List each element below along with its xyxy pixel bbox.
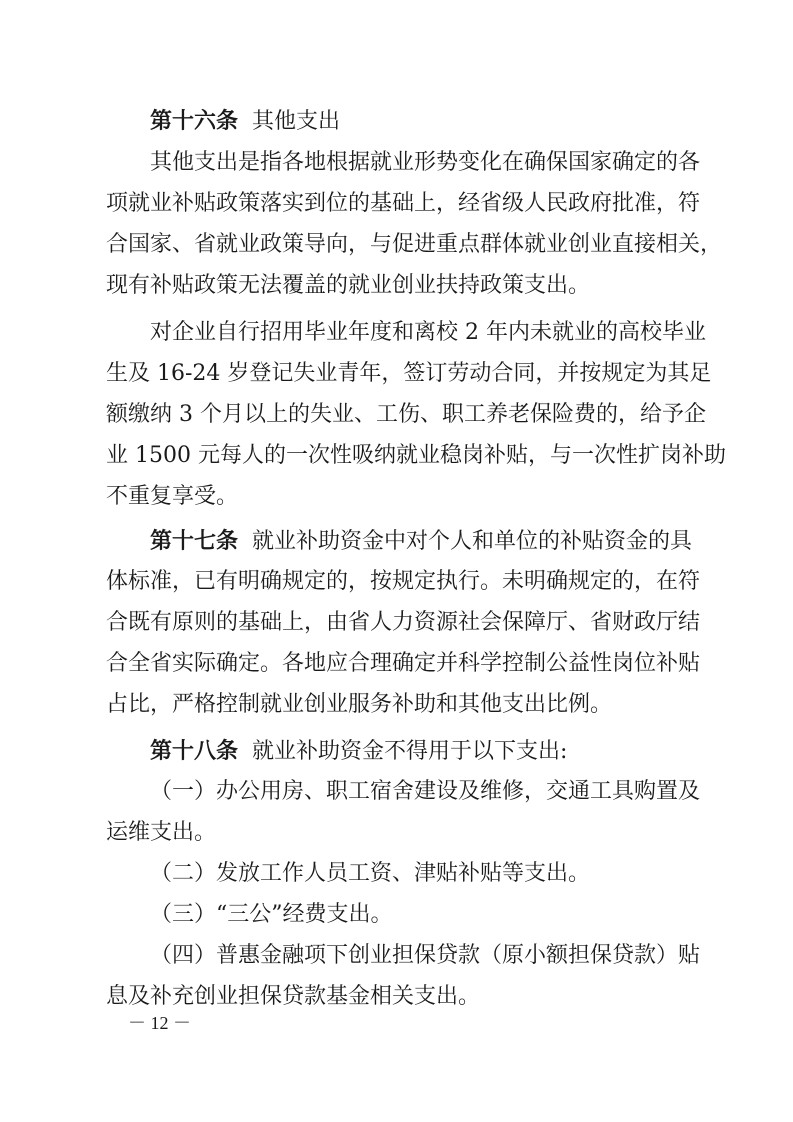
article-18-item-4-line-1: （四）普惠金融项下创业担保贷款（原小额担保贷款）贴	[150, 943, 701, 968]
article-17-first-line	[150, 528, 692, 555]
article-16-p1-line-2: 项就业补贴政策落实到位的基础上，经省级人民政府批准，符	[106, 191, 701, 216]
article-16-heading-line	[150, 108, 340, 135]
page-number: － 12 －	[128, 1013, 191, 1033]
article-18-item-1-line-2: 运维支出。	[106, 820, 217, 845]
article-16-title: 其他支出	[252, 109, 341, 134]
article-17-heading: 第十七条	[150, 528, 239, 554]
article-16-p2-line-3: 额缴纳 3 个月以上的失业、工伤、职工养老保险费的，给予企	[106, 402, 706, 427]
article-16-p2-line-2: 生及 16-24 岁登记失业青年，签订劳动合同，并按规定为其足	[106, 361, 712, 386]
article-16-heading: 第十六条	[150, 108, 239, 134]
article-18-item-1-line-1: （一）办公用房、职工宿舍建设及维修，交通工具购置及	[150, 779, 701, 804]
article-16-p1-line-3: 合国家、省就业政策导向，与促进重点群体就业创业直接相关，	[106, 232, 723, 257]
article-17-line-2: 体标准，已有明确规定的，按规定执行。未明确规定的，在符	[106, 569, 701, 594]
article-18-intro: 就业补助资金不得用于以下支出:	[252, 739, 568, 764]
article-16-p2-line-5: 不重复享受。	[106, 484, 239, 509]
article-16-p1-line-1: 其他支出是指各地根据就业形势变化在确保国家确定的各	[150, 150, 701, 175]
article-17-line-5: 占比，严格控制就业创业服务补助和其他支出比例。	[106, 692, 613, 717]
article-17-line-3: 合既有原则的基础上，由省人力资源社会保障厅、省财政厅结	[106, 610, 701, 635]
article-18-heading-line	[150, 738, 567, 765]
article-18-item-4-line-2: 息及补充创业担保贷款基金相关支出。	[106, 984, 481, 1009]
article-17-line-4: 合全省实际确定。各地应合理确定并科学控制公益性岗位补贴	[106, 651, 701, 676]
article-16-p2-line-4: 业 1500 元每人的一次性吸纳就业稳岗补贴，与一次性扩岗补助	[106, 443, 726, 468]
article-18-heading: 第十八条	[150, 738, 239, 764]
article-18-item-2: （二）发放工作人员工资、津贴补贴等支出。	[150, 861, 591, 886]
article-18-item-3: （三）“三公”经费支出。	[150, 902, 393, 927]
article-16-p2-line-1: 对企业自行招用毕业年度和离校 2 年内未就业的高校毕业	[150, 320, 706, 345]
article-17-first-text: 就业补助资金中对个人和单位的补贴资金的具	[252, 529, 693, 554]
article-16-p1-line-4: 现有补贴政策无法覆盖的就业创业扶持政策支出。	[106, 273, 591, 298]
